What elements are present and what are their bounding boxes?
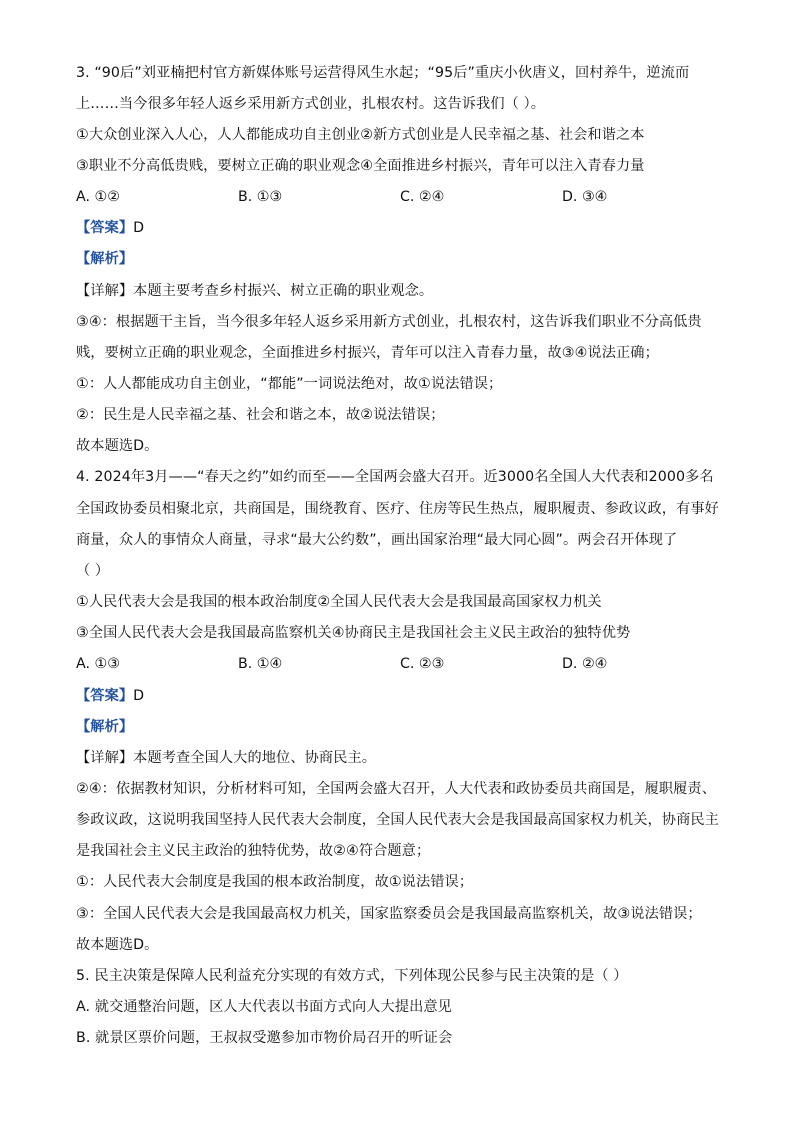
- q5-option-a: A. 就交通整治问题，区人大代表以书面方式向人大提出意见: [76, 999, 452, 1015]
- q5-option-b: B. 就景区票价问题，王叔叔受邀参加市物价局召开的听证会: [76, 1030, 453, 1046]
- q5-stem: 5. 民主决策是保障人民利益充分实现的有效方式，下列体现公民参与民主决策的是（ ）: [76, 968, 628, 984]
- q3-statements-line-2: ③职业不分高低贵贱，要树立正确的职业观念④全面推进乡村振兴，青年可以注入青春力量: [76, 158, 645, 174]
- q4-option-c: C. ②③: [400, 656, 445, 672]
- q4-answer-value: D: [133, 688, 145, 704]
- q3-detail: 【详解】本题主要考查乡村振兴、树立正确的职业观念。: [76, 283, 434, 299]
- q3-statements-line-1: ①大众创业深入人心，人人都能成功自主创业②新方式创业是人民幸福之基、社会和谐之本: [76, 127, 645, 143]
- q4-detail: 【详解】本题考查全国人大的地位、协商民主。: [76, 750, 377, 766]
- q3-option-b: B. ①③: [238, 189, 283, 205]
- q4-analysis-label: 【解析】: [76, 719, 134, 735]
- q4-statements-line-1: ①人民代表大会是我国的根本政治制度②全国人民代表大会是我国最高国家权力机关: [76, 594, 602, 610]
- q4-option-b: B. ①④: [238, 656, 283, 672]
- q4-option-d: D. ②④: [562, 656, 608, 672]
- q4-explanation-1-line-3: 是我国社会主义民主政治的独特优势，故②④符合题意；: [76, 843, 431, 859]
- q3-stem-line-1: 3. “90后”刘亚楠把村官方新媒体账号运营得风生水起；“95后”重庆小伙唐义，回村养牛，逆流而: [76, 65, 690, 81]
- q4-stem-line-4: （ ）: [76, 563, 110, 579]
- q4-answer-label: 【答案】: [76, 688, 134, 704]
- q3-explanation-2: ①：人人都能成功自主创业，“都能”一词说法绝对，故①说法错误；: [76, 376, 503, 392]
- q4-answer: [76, 686, 736, 706]
- q4-stem-line-1: 4. 2024年3月——“春天之约”如约而至——全国两会盛大召开。近3000名全国人大代表和2000多名: [76, 469, 714, 485]
- q3-option-a: A. ①②: [76, 189, 120, 205]
- q4-conclusion: 故本题选D。: [76, 937, 159, 953]
- q4-explanation-1-line-2: 参政议政，这说明我国坚持人民代表大会制度，全国人民代表大会是我国最高国家权力机关，协商民主: [76, 812, 719, 828]
- q4-explanation-3: ③：全国人民代表大会是我国最高权力机关，国家监察委员会是我国最高监察机关，故③说法错误；: [76, 906, 702, 922]
- q3-answer-label: 【答案】: [76, 220, 134, 236]
- q4-statements-line-2: ③全国人民代表大会是我国最高监察机关④协商民主是我国社会主义民主政治的独特优势: [76, 625, 631, 641]
- q3-conclusion: 故本题选D。: [76, 438, 159, 454]
- q3-option-d: D. ③④: [562, 189, 608, 205]
- q3-answer-value: D: [133, 220, 145, 236]
- q3-explanation-3: ②：民生是人民幸福之基、社会和谐之本，故②说法错误；: [76, 407, 445, 423]
- q3-stem-line-2: 上……当今很多年轻人返乡采用新方式创业，扎根农村。这告诉我们（ ）。: [76, 96, 545, 112]
- q4-stem-line-2: 全国政协委员相聚北京，共商国是，围绕教育、医疗、住房等民生热点，履职履责、参政议政，有事好: [76, 501, 719, 517]
- q3-answer: [76, 218, 736, 238]
- q4-option-a: A. ①③: [76, 656, 120, 672]
- q3-option-c: C. ②④: [400, 189, 445, 205]
- q3-explanation-1-line-1: ③④：根据题干主旨，当今很多年轻人返乡采用新方式创业，扎根农村，这告诉我们职业不分高低贵: [76, 314, 702, 330]
- q4-stem-line-3: 商量，众人的事情众人商量，寻求“最大公约数”，画出国家治理“最大同心圆”。两会召开体现了: [76, 532, 678, 548]
- q4-explanation-1-line-1: ②④：依据教材知识，分析材料可知，全国两会盛大召开，人大代表和政协委员共商国是，履职履责、: [76, 781, 717, 797]
- q3-analysis-label: 【解析】: [76, 251, 134, 267]
- q4-explanation-2: ①：人民代表大会制度是我国的根本政治制度，故①说法错误；: [76, 874, 474, 890]
- q3-explanation-1-line-2: 贱，要树立正确的职业观念，全面推进乡村振兴，青年可以注入青春力量，故③④说法正确；: [76, 345, 659, 361]
